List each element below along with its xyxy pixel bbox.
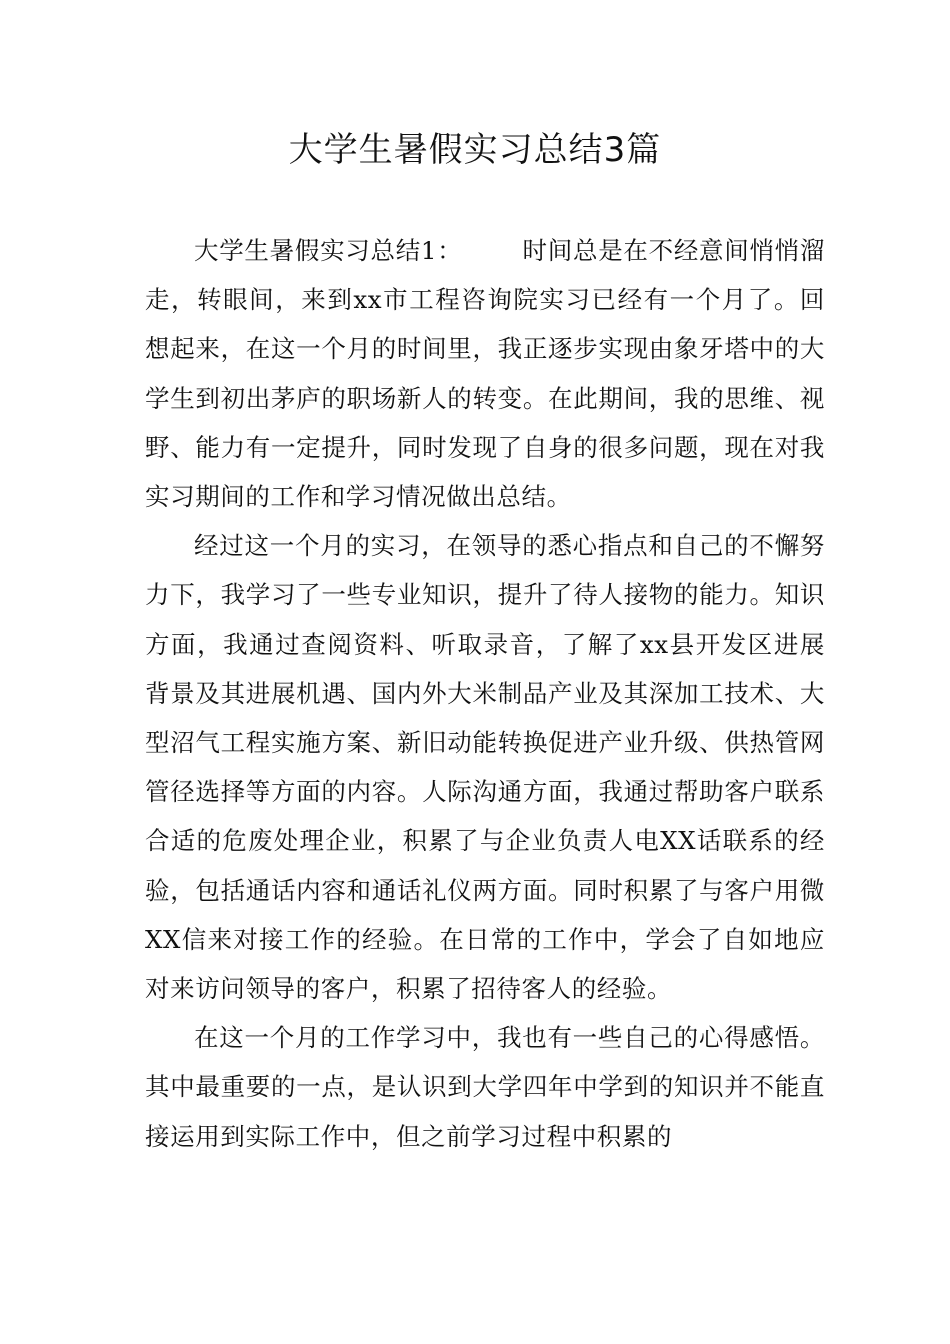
paragraph-3: 在这一个月的工作学习中，我也有一些自己的心得感悟。其中最重要的一点，是认识到大学四年中学到的知识并不能直接运用到实际工作中，但之前学习过程中积累的 [145,1023,825,1151]
document-body [145,226,825,1161]
document-title: 大学生暑假实习总结3篇 [288,130,662,170]
paragraph-2: 经过这一个月的实习，在领导的悉心指点和自己的不懈努力下，我学习了一些专业知识，提升了待人接物的能力。知识方面，我通过查阅资料、听取录音，了解了xx县开发区进展背景及其进展机遇、国内外大米制品产业及其深加工技术、大型沼气工程实施方案、新旧动能转换促进产业升级、供热管网管径选择等方面的内容。人际沟通方面，我通过帮助客户联系合适的危废处理企业，积累了与企业负责人电XX话联系的经验，包括通话内容和通话礼仪两方面。同时积累了与客户用微XX信来对接工作的经验。在日常的工作中，学会了自如地应对来访问领导的客户，积累了招待客人的经验。 [145,531,825,1004]
paragraph-1-text: 时间总是在不经意间悄悄溜走，转眼间，来到xx市工程咨询院实习已经有一个月了。回想起来，在这一个月的时间里，我正逐步实现由象牙塔中的大学生到初出茅庐的职场新人的转变。在此期间，我的思维、视野、能力有一定提升，同时发现了自身的很多问题，现在对我实习期间的工作和学习情况做出总结。 [145,236,825,512]
paragraph-1 [145,226,825,521]
section-label: 大学生暑假实习总结1： [194,236,463,265]
